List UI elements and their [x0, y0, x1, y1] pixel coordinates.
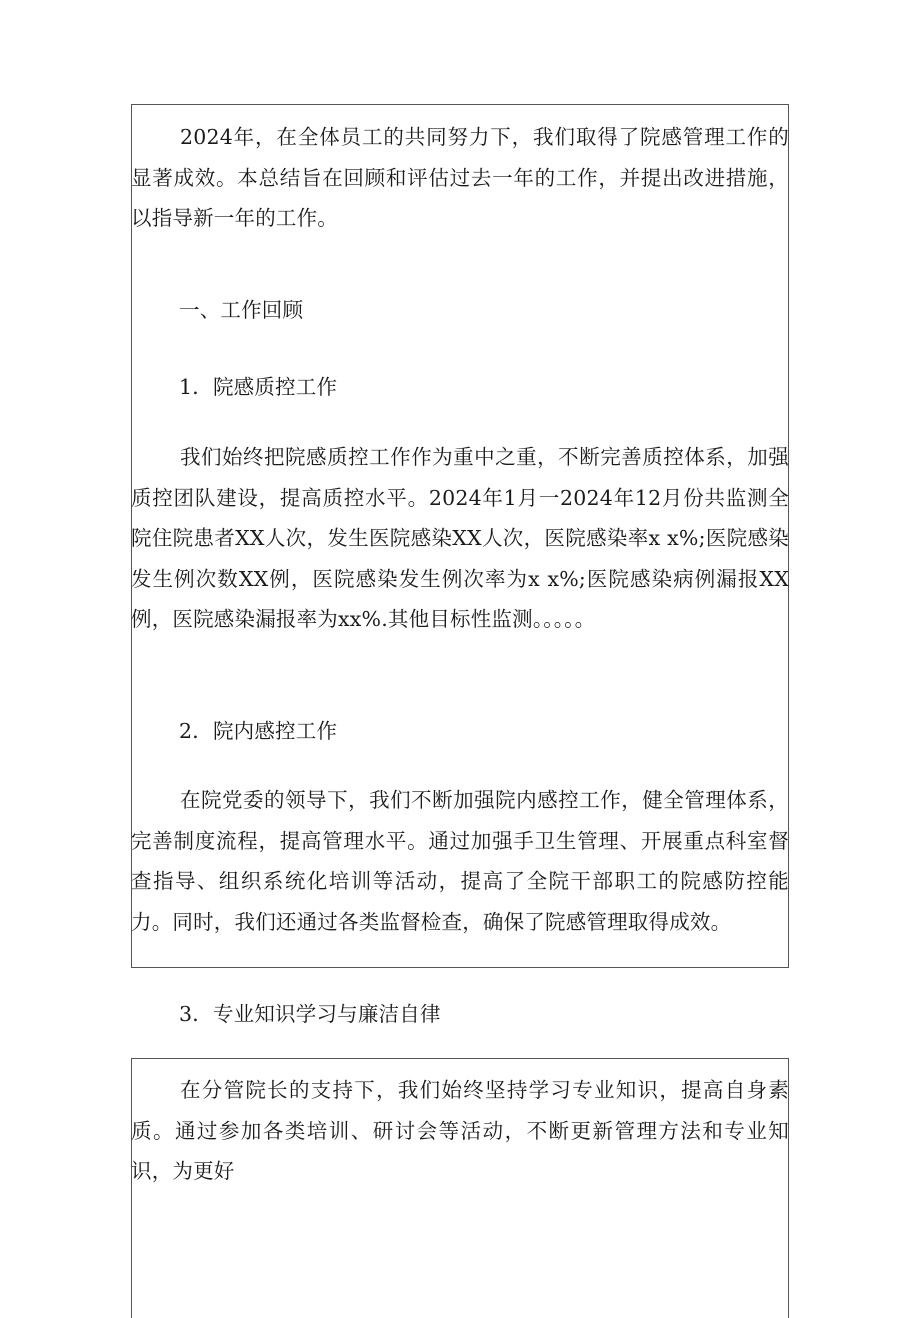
study-integrity-paragraph: 在分管院长的支持下，我们始终坚持学习专业知识，提高自身素质。通过参加各类培训、研讨会等活动，不断更新管理方法和专业知识，为更好	[131, 1078, 789, 1183]
quality-control-paragraph: 我们始终把院感质控工作作为重中之重，不断完善质控体系，加强质控团队建设，提高质控水平。2024年1月一2024年12月份共监测全院住院患者XX人次，发生医院感染XX人次，医院感染率x x%;医院感染发生例次数XX例，医院感染发生例次率为x x%;医院感染病例漏报XX例，医院感染漏报率为xx%.其他目标性监测。。。。。	[131, 445, 789, 631]
infection-control-paragraph: 在院党委的领导下，我们不断加强院内感控工作，健全管理体系，完善制度流程，提高管理水平。通过加强手卫生管理、开展重点科室督查指导、组织系统化培训等活动，提高了全院干部职工的院感防控能力。同时，我们还通过各类监督检查，确保了院感管理取得成效。	[131, 788, 789, 934]
intro-paragraph: 2024年，在全体员工的共同努力下，我们取得了院感管理工作的显著成效。本总结旨在回顾和评估过去一年的工作，并提出改进措施，以指导新一年的工作。	[131, 125, 789, 230]
subsection-heading-study-integrity: 3．专业知识学习与廉洁自律	[179, 1002, 441, 1026]
subsection-heading-infection-control: 2．院内感控工作	[179, 719, 338, 743]
section-heading-review: 一、工作回顾	[179, 298, 304, 322]
subsection-heading-quality-control: 1．院感质控工作	[179, 375, 338, 399]
